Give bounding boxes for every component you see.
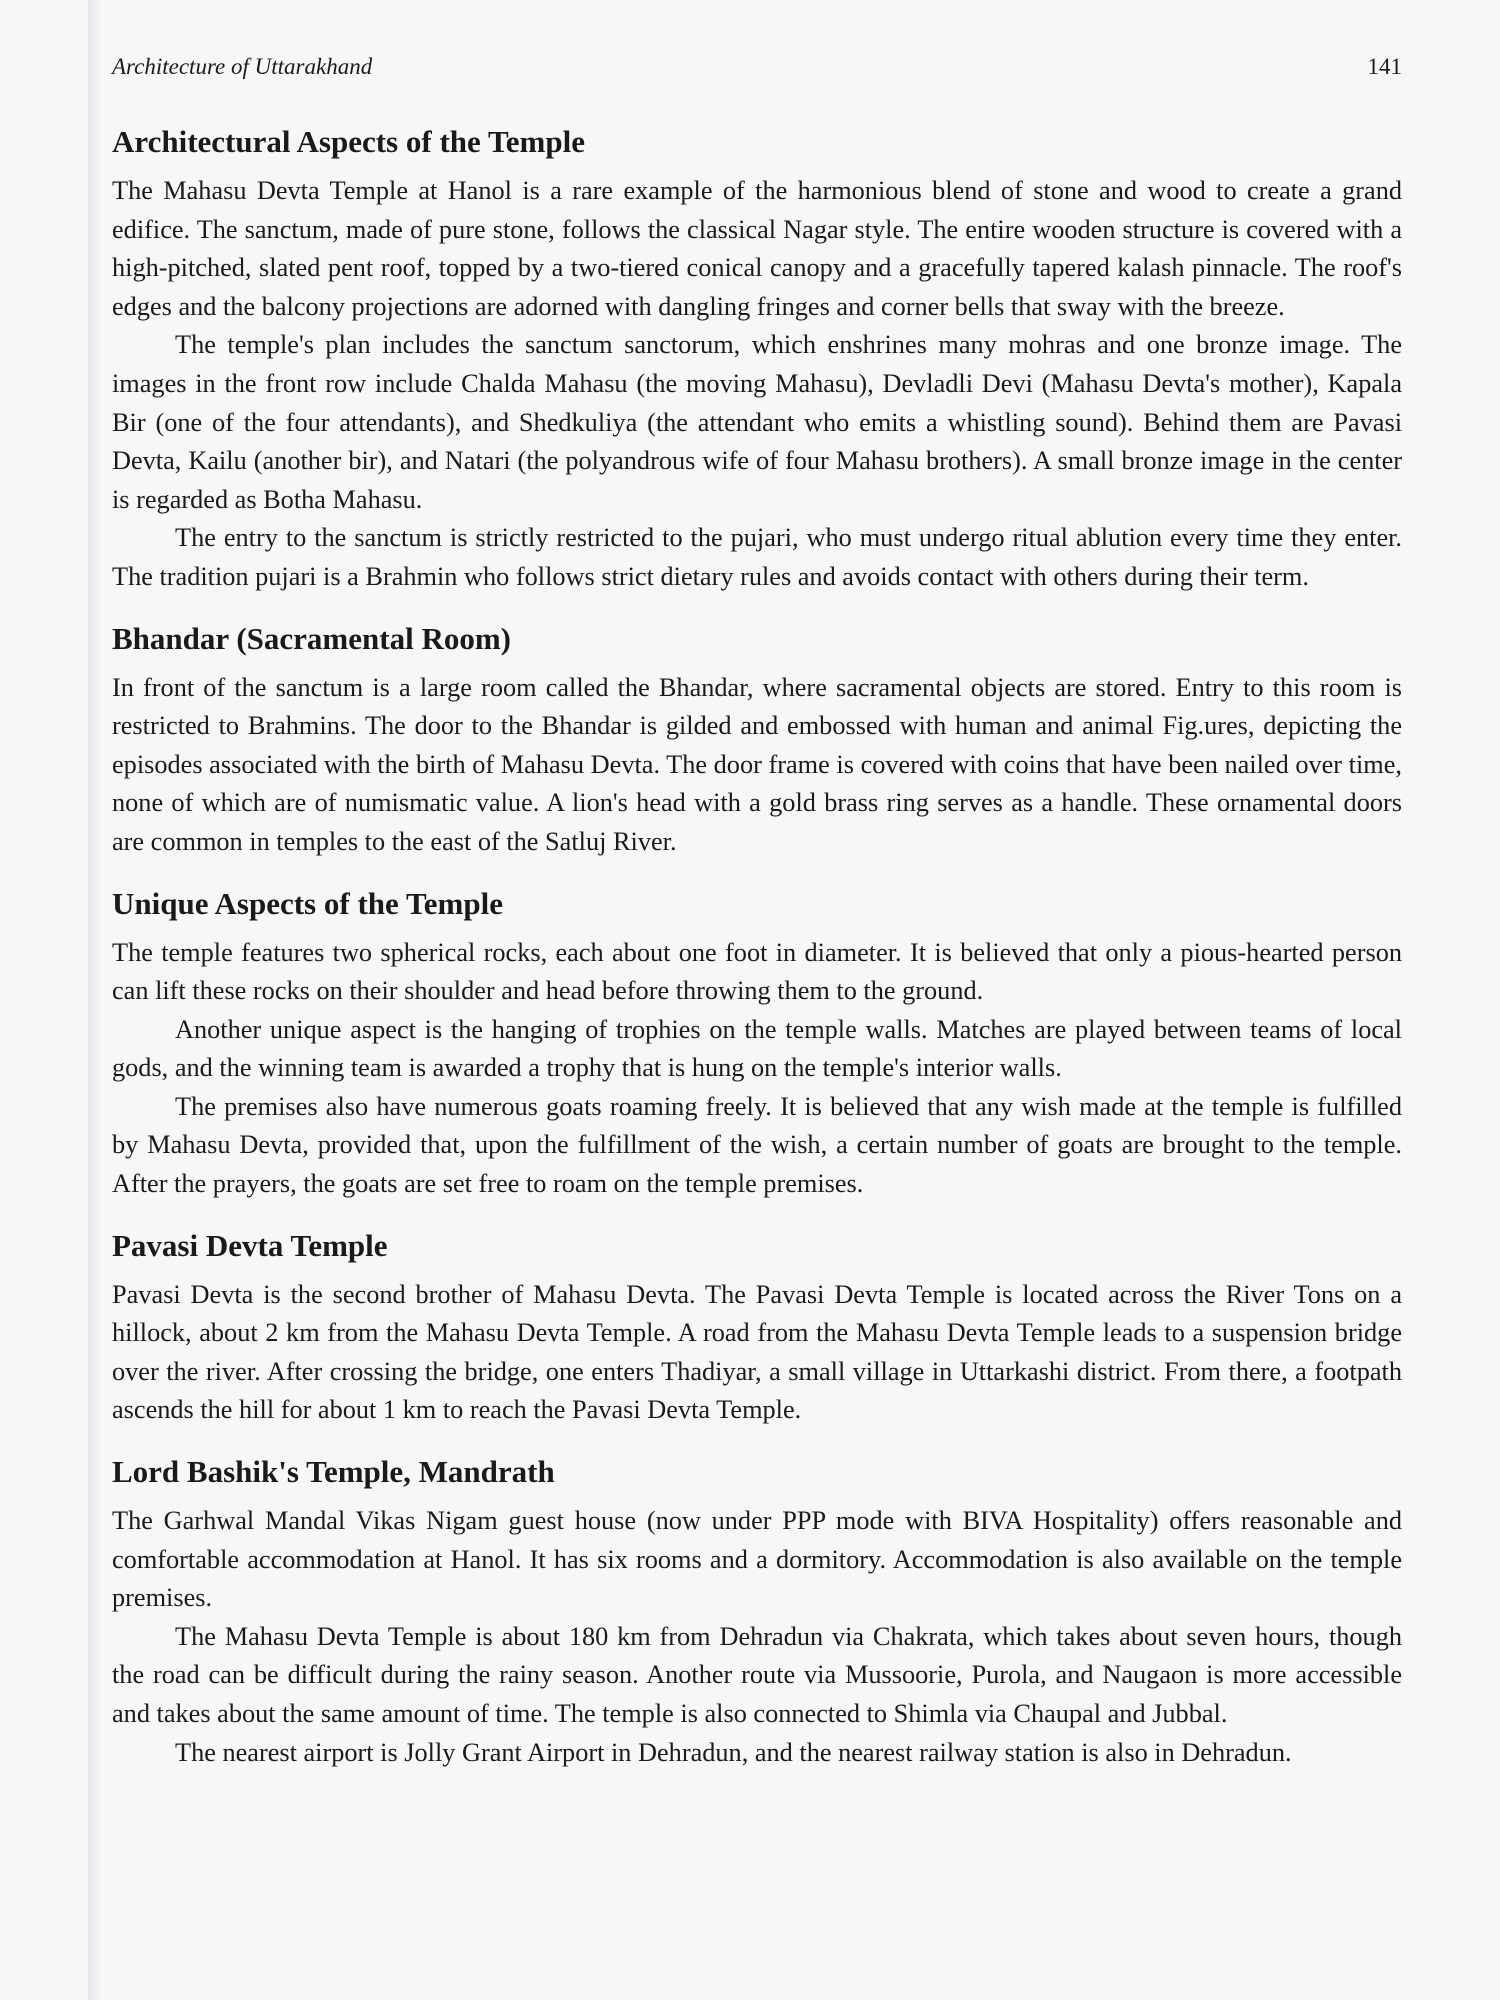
section-heading: Unique Aspects of the Temple xyxy=(112,885,503,921)
paragraph: Another unique aspect is the hanging of trophies on the temple walls. Matches are played between teams of local gods, and the winning team is awarded a trophy that is hung on the temple's interior walls. xyxy=(112,1014,1402,1083)
page-content xyxy=(112,122,1402,1772)
page-number: 141 xyxy=(1367,54,1402,79)
paragraph: The temple features two spherical rocks, each about one foot in diameter. It is believed that only a pious-hearted person can lift these rocks on their shoulder and head before throwing them to the ground. xyxy=(112,937,1402,1006)
running-head-title: Architecture of Uttarakhand xyxy=(112,54,373,79)
paragraph: The entry to the sanctum is strictly restricted to the pujari, who must undergo ritual ablution every time they enter. The tradition pujari is a Brahmin who follows strict dietary rules and avoids contact with others during their term. xyxy=(112,523,1402,591)
section-pavasi-devta xyxy=(112,1226,1402,1430)
paragraph: The nearest airport is Jolly Grant Airport in Dehradun, and the nearest railway station is also in Dehradun. xyxy=(175,1737,1292,1767)
paragraph: The Mahasu Devta Temple at Hanol is a rare example of the harmonious blend of stone and wood to create a grand edifice. The sanctum, made of pure stone, follows the classical Nagar style. The entire wooden structure is covered with a high-pitched, slated pent roof, topped by a two-tiered conical canopy and a gracefully tapered kalash pinnacle. The roof's edges and the balcony projections are adorned with dangling fringes and corner bells that sway with the breeze. xyxy=(112,176,1402,321)
page-gutter-shadow xyxy=(88,0,102,2000)
paragraph: The premises also have numerous goats roaming freely. It is believed that any wish made at the temple is fulfilled by Mahasu Devta, provided that, upon the fulfillment of the wish, a certain number of goats are brought to the temple. After the prayers, the goats are set free to roam on the temple premises. xyxy=(112,1091,1402,1199)
paragraph: The Garhwal Mandal Vikas Nigam guest house (now under PPP mode with BIVA Hospitality) offers reasonable and comfortable accommodation at Hanol. It has six rooms and a dormitory. Accommodation is also available on the temple premises. xyxy=(112,1506,1402,1613)
paragraph: The Mahasu Devta Temple is about 180 km from Dehradun via Chakrata, which takes about seven hours, though the road can be difficult during the rainy season. Another route via Mussoorie, Purola, and Naugaon is more accessible and takes about the same amount of time. The temple is also connected to Shimla via Chaupal and Jubbal. xyxy=(112,1621,1402,1728)
section-unique-aspects xyxy=(112,884,1402,1204)
section-heading: Pavasi Devta Temple xyxy=(112,1227,388,1263)
section-heading: Lord Bashik's Temple, Mandrath xyxy=(112,1454,555,1490)
section-bhandar xyxy=(112,619,1402,862)
paragraph: The temple's plan includes the sanctum sanctorum, which enshrines many mohras and one bronze image. The images in the front row include Chalda Mahasu (the moving Mahasu), Devladli Devi (Mahasu Devta's mother), Kapala Bir (one of the four attendants), and Shedkuliya (the attendant who emits a whistling sound). Behind them are Pavasi Devta, Kailu (another bir), and Natari (the polyandrous wife of four Mahasu brothers). A small bronze image in the center is regarded as Botha Mahasu. xyxy=(112,330,1402,514)
section-architectural-aspects xyxy=(112,122,1402,597)
section-heading: Architectural Aspects of the Temple xyxy=(112,124,585,159)
paragraph: In front of the sanctum is a large room called the Bhandar, where sacramental objects are stored. Entry to this room is restricted to Brahmins. The door to the Bhandar is gilded and embossed with human and animal Fig.ures, depicting the episodes associated with the birth of Mahasu Devta. The door frame is covered with coins that have been nailed over time, none of which are of numismatic value. A lion's head with a gold brass ring serves as a handle. These ornamental doors are common in temples to the east of the Satluj River. xyxy=(112,672,1402,856)
running-head xyxy=(112,54,1402,80)
paragraph: Pavasi Devta is the second brother of Mahasu Devta. The Pavasi Devta Temple is located across the River Tons on a hillock, about 2 km from the Mahasu Devta Temple. A road from the Mahasu Devta Temple leads to a suspension bridge over the river. After crossing the bridge, one enters Thadiyar, a small village in Uttarkashi district. From there, a footpath ascends the hill for about 1 km to reach the Pavasi Devta Temple. xyxy=(112,1279,1402,1425)
section-heading: Bhandar (Sacramental Room) xyxy=(112,620,511,656)
section-lord-bashik xyxy=(112,1452,1402,1772)
